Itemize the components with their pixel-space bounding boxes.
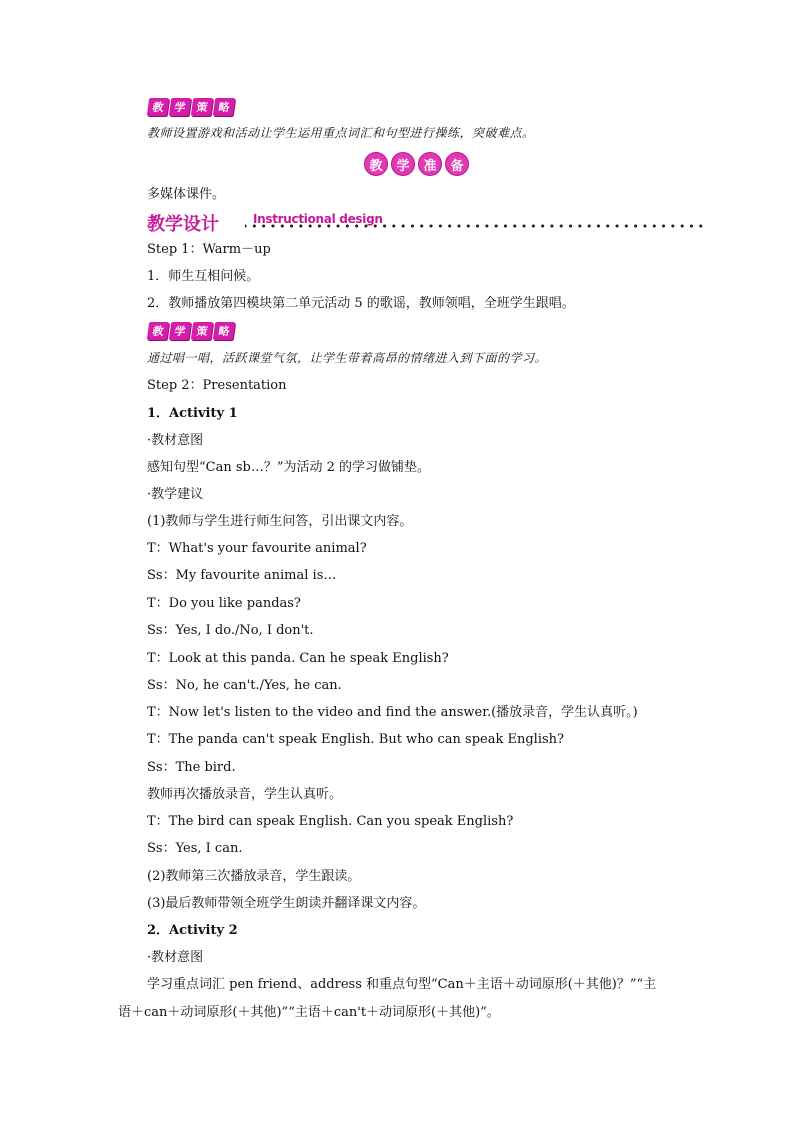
dialogue-line: Ss：Yes, I do./No, I don't.	[147, 623, 314, 638]
dialogue-line: Ss：No, he can't./Yes, he can.	[147, 678, 342, 693]
section-subtitle: Instructional design	[253, 212, 383, 226]
strategy-text: 通过唱一唱，活跃课堂气氛，让学生带着高昂的情绪进入到下面的学习。	[147, 351, 548, 365]
dialogue-line: T：What's your favourite animal?	[147, 541, 367, 556]
dialogue-line: T：Do you like pandas?	[147, 596, 301, 611]
badge-char: 略	[213, 98, 236, 116]
strategy-badge	[148, 322, 234, 342]
strategy-badge	[148, 98, 234, 118]
paragraph: 感知句型“Can sb…？”为活动 2 的学习做铺垫。	[147, 460, 431, 475]
step-heading: Step 2：Presentation	[147, 378, 287, 393]
list-item: 2．教师播放第四模块第二单元活动 5 的歌谣，教师领唱，全班学生跟唱。	[147, 296, 575, 311]
paragraph: 语＋can＋动词原形(＋其他)”“主语＋can't＋动词原形(＋其他)”。	[118, 1005, 500, 1020]
badge-char: 学	[169, 98, 192, 116]
subheading: ·教学建议	[147, 487, 204, 502]
dialogue-line: Ss：Yes, I can.	[147, 841, 243, 856]
dialogue-line: T：The bird can speak English. Can you speak English?	[147, 814, 514, 829]
dialogue-line: T：Now let's listen to the video and find the answer.(播放录音，学生认真听。)	[147, 705, 638, 720]
prep-char: 备	[445, 152, 469, 176]
dialogue-line: Ss：The bird.	[147, 760, 236, 775]
dialogue-line: Ss：My favourite animal is…	[147, 568, 337, 583]
activity-title: 1．Activity 1	[147, 406, 238, 421]
subheading: ·教材意图	[147, 433, 204, 448]
paragraph: 学习重点词汇 pen friend、address 和重点句型“Can＋主语＋动词原形(＋其他)？”“主	[147, 977, 657, 992]
step-heading: Step 1：Warm－up	[147, 242, 271, 257]
prep-char: 教	[364, 152, 388, 176]
paragraph: (1)教师与学生进行师生问答，引出课文内容。	[147, 514, 413, 529]
strategy-text: 教师设置游戏和活动让学生运用重点词汇和句型进行操练，突破难点。	[147, 126, 535, 140]
dialogue-line: T：The panda can't speak English. But who can speak English?	[147, 732, 565, 747]
badge-char: 学	[169, 322, 192, 340]
dialogue-line: 教师再次播放录音，学生认真听。	[147, 787, 343, 802]
prep-char: 学	[391, 152, 415, 176]
badge-char: 略	[213, 322, 236, 340]
prep-badge	[364, 152, 469, 176]
subheading: ·教材意图	[147, 950, 204, 965]
dialogue-line: T：Look at this panda. Can he speak English?	[147, 651, 449, 666]
badge-char: 策	[191, 322, 214, 340]
prep-char: 准	[418, 152, 442, 176]
section-title: 教学设计	[147, 214, 219, 235]
badge-char: 教	[147, 322, 170, 340]
prep-text: 多媒体课件。	[147, 187, 226, 202]
badge-char: 策	[191, 98, 214, 116]
dotted-divider	[245, 221, 710, 231]
list-item: 1．师生互相问候。	[147, 269, 260, 284]
paragraph: (2)教师第三次播放录音，学生跟读。	[147, 869, 361, 884]
badge-char: 教	[147, 98, 170, 116]
paragraph: (3)最后教师带领全班学生朗读并翻译课文内容。	[147, 896, 426, 911]
activity-title: 2．Activity 2	[147, 923, 238, 938]
